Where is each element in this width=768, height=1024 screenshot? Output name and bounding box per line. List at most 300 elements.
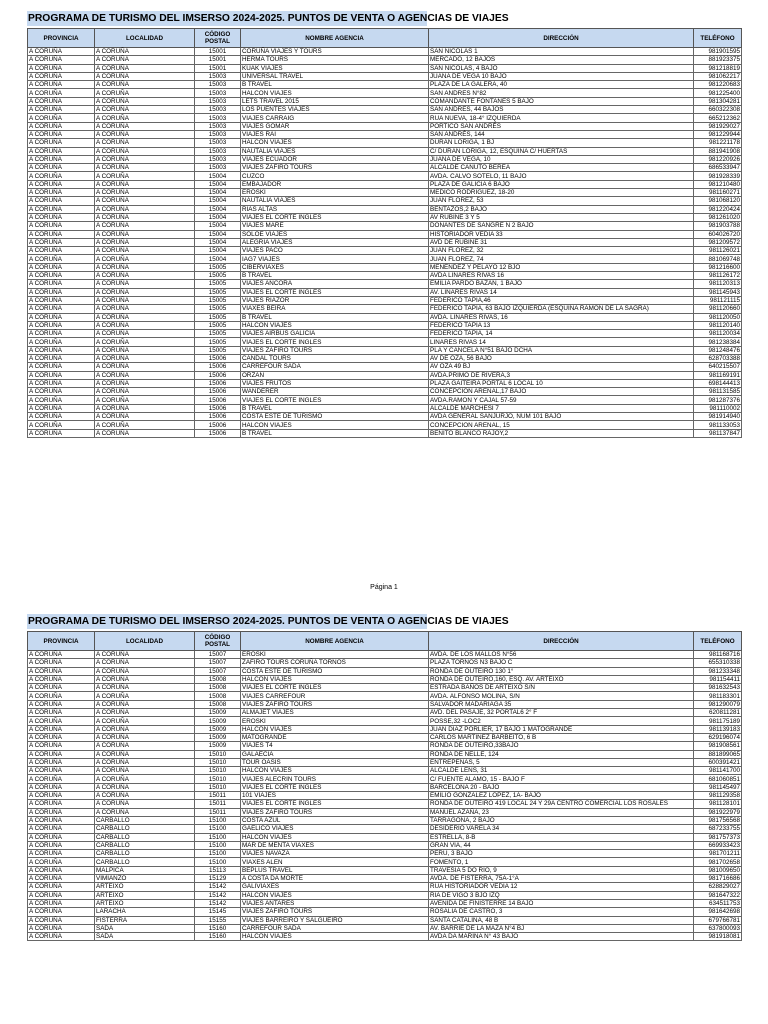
cell-nombre-agencia: ZAFIRO TOURS CORUÑA TORNOS: [241, 659, 429, 667]
cell-nombre-agencia: HALCON VIAJES: [241, 833, 429, 841]
table-row: [28, 354, 742, 362]
cell-provincia: A CORUÑA: [28, 396, 95, 404]
cell-telefono: 981220424: [694, 205, 742, 213]
cell-telefono: 981133053: [694, 421, 742, 429]
table-row: [28, 255, 742, 263]
cell-direccion: JUAN DIAZ PORLIER, 17 BAJO 1 MATOGRANDE: [429, 725, 694, 733]
table-row: [28, 692, 742, 700]
cell-provincia: A CORUÑA: [28, 700, 95, 708]
cell-nombre-agencia: SOLOE VIAJES: [241, 230, 429, 238]
cell-direccion: MEDICO RODRIGUEZ, 18-20: [429, 189, 694, 197]
header-localidad: LOCALIDAD: [95, 29, 195, 48]
cell-localidad: SADA: [95, 933, 195, 941]
cell-nombre-agencia: VIAJES EL CORTE INGLES: [241, 288, 429, 296]
cell-direccion: SAN ANDRES, 44 BAJOS: [429, 106, 694, 114]
cell-codigo-postal: 15003: [195, 114, 241, 122]
cell-localidad: A CORUÑA: [95, 651, 195, 659]
cell-telefono: 981062217: [694, 72, 742, 80]
cell-direccion: ALCALDE LENS, 31: [429, 767, 694, 775]
cell-provincia: A CORUÑA: [28, 189, 95, 197]
cell-direccion: EMILIO GONZALEZ LOPEZ, 1A- BAJO: [429, 792, 694, 800]
cell-nombre-agencia: 101 VIAJES: [241, 792, 429, 800]
cell-provincia: A CORUÑA: [28, 97, 95, 105]
cell-codigo-postal: 15100: [195, 825, 241, 833]
cell-provincia: A CORUÑA: [28, 222, 95, 230]
cell-localidad: A CORUÑA: [95, 330, 195, 338]
cell-codigo-postal: 15009: [195, 709, 241, 717]
cell-codigo-postal: 15005: [195, 330, 241, 338]
cell-provincia: A CORUÑA: [28, 684, 95, 692]
page-title: PROGRAMA DE TURISMO DEL IMSERSO 2024-2025. PUNTOS DE VENTA O AGENCIAS DE VIAJES: [28, 13, 509, 24]
cell-direccion: LINARES RIVAS 14: [429, 338, 694, 346]
cell-provincia: A CORUÑA: [28, 247, 95, 255]
cell-codigo-postal: 15004: [195, 197, 241, 205]
cell-codigo-postal: 15004: [195, 172, 241, 180]
cell-nombre-agencia: VIAJES EL CORTE INGLES: [241, 783, 429, 791]
cell-provincia: A CORUÑA: [28, 825, 95, 833]
header-nombre-agencia: NOMBRE AGENCIA: [241, 29, 429, 48]
cell-nombre-agencia: GALAECIA: [241, 750, 429, 758]
cell-provincia: A CORUÑA: [28, 48, 95, 56]
cell-localidad: A CORUÑA: [95, 255, 195, 263]
cell-direccion: RONDA DE OUTEIRO 419 LOCAL 24 Y 29A CENTRO COMERCIAL LOS ROSALES: [429, 800, 694, 808]
page-number: Página 1: [370, 584, 398, 591]
cell-codigo-postal: 15004: [195, 189, 241, 197]
cell-telefono: 981221178: [694, 139, 742, 147]
cell-provincia: A CORUÑA: [28, 147, 95, 155]
cell-provincia: A CORUÑA: [28, 841, 95, 849]
cell-localidad: A CORUÑA: [95, 296, 195, 304]
cell-direccion: CONCEPCION ARENAL, 15: [429, 421, 694, 429]
cell-provincia: A CORUÑA: [28, 866, 95, 874]
table-row: [28, 72, 742, 80]
cell-localidad: A CORUÑA: [95, 197, 195, 205]
table-row: [28, 263, 742, 271]
cell-localidad: A CORUÑA: [95, 692, 195, 700]
cell-codigo-postal: 15005: [195, 296, 241, 304]
table-row: [28, 330, 742, 338]
cell-localidad: A CORUÑA: [95, 89, 195, 97]
table-row: [28, 667, 742, 675]
cell-provincia: A CORUÑA: [28, 64, 95, 72]
cell-direccion: AVDA. ALFONSO MOLINA, S/N: [429, 692, 694, 700]
cell-direccion: RONDA DE OUTEIRO,160, ESQ. AV. ARTEIXO: [429, 675, 694, 683]
cell-telefono: 981160271: [694, 189, 742, 197]
cell-localidad: A CORUÑA: [95, 321, 195, 329]
cell-telefono: 981126021: [694, 247, 742, 255]
cell-nombre-agencia: VIAJES NAVAZA: [241, 850, 429, 858]
cell-provincia: A CORUÑA: [28, 800, 95, 808]
cell-codigo-postal: 15003: [195, 89, 241, 97]
cell-codigo-postal: 15005: [195, 313, 241, 321]
cell-localidad: ARTEIXO: [95, 883, 195, 891]
cell-codigo-postal: 15003: [195, 106, 241, 114]
table-row: [28, 858, 742, 866]
table-row: [28, 825, 742, 833]
cell-codigo-postal: 15009: [195, 717, 241, 725]
table-row: [28, 139, 742, 147]
cell-provincia: A CORUÑA: [28, 875, 95, 883]
cell-nombre-agencia: IAG7 VIAJES: [241, 255, 429, 263]
cell-nombre-agencia: ORZAN: [241, 371, 429, 379]
cell-direccion: CONCEPCION ARENAL,17 BAJO: [429, 388, 694, 396]
cell-direccion: AVDA. CALVO SOTELO, 11 BAJO: [429, 172, 694, 180]
table-row: [28, 429, 742, 437]
cell-telefono: 640215507: [694, 363, 742, 371]
cell-direccion: RONDA DE OUTEIRO,33BAJO: [429, 742, 694, 750]
cell-telefono: 981139183: [694, 725, 742, 733]
cell-localidad: A CORUÑA: [95, 750, 195, 758]
cell-provincia: A CORUÑA: [28, 56, 95, 64]
cell-codigo-postal: 15008: [195, 692, 241, 700]
cell-localidad: LARACHA: [95, 908, 195, 916]
table-row: [28, 413, 742, 421]
cell-direccion: AVDA.RAMON Y CAJAL 57-59: [429, 396, 694, 404]
cell-nombre-agencia: VIAJES ECUADOR: [241, 155, 429, 163]
cell-nombre-agencia: COSTA AZUL: [241, 816, 429, 824]
cell-provincia: A CORUÑA: [28, 891, 95, 899]
cell-codigo-postal: 15006: [195, 379, 241, 387]
table-row: [28, 388, 742, 396]
header-nombre-agencia: NOMBRE AGENCIA: [241, 632, 429, 651]
cell-provincia: A CORUÑA: [28, 130, 95, 138]
cell-telefono: 698144413: [694, 379, 742, 387]
cell-telefono: 981261020: [694, 213, 742, 221]
cell-nombre-agencia: CARREFOUR SADA: [241, 363, 429, 371]
cell-telefono: 669933423: [694, 841, 742, 849]
table-row: [28, 280, 742, 288]
cell-localidad: A CORUÑA: [95, 97, 195, 105]
cell-nombre-agencia: HALCON VIAJES: [241, 421, 429, 429]
cell-codigo-postal: 15011: [195, 792, 241, 800]
cell-telefono: 981120050: [694, 313, 742, 321]
cell-telefono: 981183301: [694, 692, 742, 700]
cell-nombre-agencia: VIAJES RAI: [241, 130, 429, 138]
cell-codigo-postal: 15005: [195, 338, 241, 346]
cell-direccion: ALCALDE MARCHESI 7: [429, 404, 694, 412]
cell-direccion: AVDA. LINARES RIVAS, 16: [429, 313, 694, 321]
cell-direccion: AVDA.PRIMO DE RIVERA,3: [429, 371, 694, 379]
table-row: [28, 97, 742, 105]
cell-localidad: A CORUÑA: [95, 733, 195, 741]
cell-localidad: A CORUÑA: [95, 230, 195, 238]
cell-telefono: 981914940: [694, 413, 742, 421]
cell-direccion: BENTAZOS,2 BAJO: [429, 205, 694, 213]
header-provincia: PROVINCIA: [28, 29, 95, 48]
cell-nombre-agencia: BEPLUS TRAVEL: [241, 866, 429, 874]
cell-provincia: A CORUÑA: [28, 313, 95, 321]
cell-telefono: 981168716: [694, 651, 742, 659]
cell-nombre-agencia: VIAJES EL CORTE INGLES: [241, 213, 429, 221]
cell-telefono: 981120313: [694, 280, 742, 288]
cell-codigo-postal: 15011: [195, 800, 241, 808]
cell-direccion: SALVADOR MADARIAGA 35: [429, 700, 694, 708]
cell-direccion: RONDA DE OUTEIRO 130 1°: [429, 667, 694, 675]
cell-provincia: A CORUÑA: [28, 742, 95, 750]
cell-codigo-postal: 15003: [195, 81, 241, 89]
cell-direccion: AVDA DA MARINA N° 43 BAJO: [429, 933, 694, 941]
cell-codigo-postal: 15006: [195, 354, 241, 362]
cell-codigo-postal: 15006: [195, 421, 241, 429]
cell-nombre-agencia: VIAJES RIAZOR: [241, 296, 429, 304]
cell-provincia: A CORUÑA: [28, 172, 95, 180]
cell-localidad: VIMIANZO: [95, 875, 195, 883]
cell-telefono: 981248476: [694, 346, 742, 354]
cell-localidad: A CORUÑA: [95, 388, 195, 396]
cell-codigo-postal: 15142: [195, 883, 241, 891]
cell-provincia: A CORUÑA: [28, 816, 95, 824]
cell-direccion: SAN ANDRÉS, 144: [429, 130, 694, 138]
table-row: [28, 230, 742, 238]
cell-nombre-agencia: VIAJES ZAFIRO TOURS: [241, 700, 429, 708]
table-row: [28, 775, 742, 783]
cell-telefono: 660322308: [694, 106, 742, 114]
table-row: [28, 122, 742, 130]
cell-codigo-postal: 15142: [195, 899, 241, 907]
cell-codigo-postal: 15100: [195, 850, 241, 858]
cell-codigo-postal: 15010: [195, 775, 241, 783]
cell-provincia: A CORUÑA: [28, 72, 95, 80]
cell-localidad: A CORUÑA: [95, 742, 195, 750]
cell-codigo-postal: 15003: [195, 139, 241, 147]
table-row: [28, 56, 742, 64]
cell-direccion: DONANTES DE SANGRE N 2 BAJO: [429, 222, 694, 230]
cell-localidad: CARBALLO: [95, 816, 195, 824]
cell-direccion: PORTICO SAN ANDRÉS: [429, 122, 694, 130]
cell-localidad: A CORUÑA: [95, 147, 195, 155]
table-row: [28, 792, 742, 800]
cell-telefono: 981210480: [694, 180, 742, 188]
cell-nombre-agencia: MATOGRANDE: [241, 733, 429, 741]
table-row: [28, 700, 742, 708]
cell-nombre-agencia: HALCON VIAJES: [241, 89, 429, 97]
cell-telefono: 628829027: [694, 883, 742, 891]
cell-telefono: 981632543: [694, 684, 742, 692]
cell-direccion: RUA NUEVA, 18-4° IZQUIERDA: [429, 114, 694, 122]
cell-codigo-postal: 15007: [195, 667, 241, 675]
cell-direccion: TARRAGONA, 2 BAJO: [429, 816, 694, 824]
cell-provincia: A CORUÑA: [28, 783, 95, 791]
cell-provincia: A CORUÑA: [28, 750, 95, 758]
cell-codigo-postal: 15004: [195, 238, 241, 246]
cell-nombre-agencia: HALCON VIAJES: [241, 891, 429, 899]
cell-nombre-agencia: VIAJES PACO: [241, 247, 429, 255]
cell-provincia: A CORUÑA: [28, 155, 95, 163]
cell-provincia: A CORUÑA: [28, 296, 95, 304]
cell-nombre-agencia: A COSTA DA MORTE: [241, 875, 429, 883]
cell-telefono: 981120660: [694, 305, 742, 313]
cell-provincia: A CORUÑA: [28, 808, 95, 816]
cell-nombre-agencia: VIAJES T4: [241, 742, 429, 750]
cell-nombre-agencia: VIAJES ZAFIRO TOURS: [241, 908, 429, 916]
cell-codigo-postal: 15004: [195, 180, 241, 188]
cell-localidad: A CORUÑA: [95, 808, 195, 816]
cell-nombre-agencia: VIAXES ALEN: [241, 858, 429, 866]
cell-nombre-agencia: LOS PUENTES VIAJES: [241, 106, 429, 114]
cell-localidad: A CORUÑA: [95, 130, 195, 138]
cell-localidad: SADA: [95, 924, 195, 932]
cell-codigo-postal: 15010: [195, 750, 241, 758]
cell-localidad: A CORUÑA: [95, 354, 195, 362]
cell-localidad: A CORUÑA: [95, 48, 195, 56]
header-codigo-postal: CÓDIGO POSTAL: [195, 632, 241, 651]
cell-telefono: 628703388: [694, 354, 742, 362]
cell-direccion: JUAN FLOREZ, 53: [429, 197, 694, 205]
cell-telefono: 981702658: [694, 858, 742, 866]
cell-telefono: 981929027: [694, 122, 742, 130]
cell-direccion: TRAVESIA 5 DO RIO, 9: [429, 866, 694, 874]
cell-provincia: A CORUÑA: [28, 114, 95, 122]
cell-codigo-postal: 15010: [195, 783, 241, 791]
cell-telefono: 981233348: [694, 667, 742, 675]
cell-provincia: A CORUÑA: [28, 651, 95, 659]
cell-nombre-agencia: LETS TRAVEL 2015: [241, 97, 429, 105]
cell-direccion: EMILIA PARDO BAZAN, 1 BAJO: [429, 280, 694, 288]
cell-direccion: AVD DE RUBINE 31: [429, 238, 694, 246]
cell-direccion: COMANDANTE FONTANES 5 BAJO: [429, 97, 694, 105]
cell-provincia: A CORUÑA: [28, 379, 95, 387]
cell-codigo-postal: 15001: [195, 56, 241, 64]
cell-codigo-postal: 15003: [195, 147, 241, 155]
cell-direccion: PLAZA DE GALICIA 6 BAJO: [429, 180, 694, 188]
cell-provincia: A CORUÑA: [28, 883, 95, 891]
cell-telefono: 981908561: [694, 742, 742, 750]
cell-localidad: A CORUÑA: [95, 709, 195, 717]
cell-codigo-postal: 15001: [195, 64, 241, 72]
cell-nombre-agencia: CANDAL TOURS: [241, 354, 429, 362]
cell-localidad: CARBALLO: [95, 850, 195, 858]
header-codigo-postal: CÓDIGO POSTAL: [195, 29, 241, 48]
cell-telefono: 981716686: [694, 875, 742, 883]
cell-codigo-postal: 15003: [195, 130, 241, 138]
cell-provincia: A CORUÑA: [28, 404, 95, 412]
cell-provincia: A CORUÑA: [28, 767, 95, 775]
table-row: [28, 850, 742, 858]
table-row: [28, 875, 742, 883]
cell-provincia: A CORUÑA: [28, 659, 95, 667]
cell-direccion: SANTA CATALINA, 48 B: [429, 916, 694, 924]
table-row: [28, 750, 742, 758]
table-row: [28, 213, 742, 221]
cell-provincia: A CORUÑA: [28, 371, 95, 379]
cell-direccion: SAN NICOLAS, 4 BAJO: [429, 64, 694, 72]
cell-provincia: A CORUÑA: [28, 725, 95, 733]
cell-nombre-agencia: VIAJES AIRBUS GALICIA: [241, 330, 429, 338]
table-row: [28, 106, 742, 114]
cell-nombre-agencia: B TRAVEL: [241, 404, 429, 412]
cell-codigo-postal: 15008: [195, 684, 241, 692]
cell-localidad: A CORUÑA: [95, 222, 195, 230]
cell-nombre-agencia: VIAJES ZAFIRO TOURS: [241, 346, 429, 354]
cell-codigo-postal: 15009: [195, 742, 241, 750]
cell-telefono: 981120034: [694, 330, 742, 338]
cell-nombre-agencia: ALEGRIA VIAJES: [241, 238, 429, 246]
cell-nombre-agencia: MAR DE MENTA VIAXES: [241, 841, 429, 849]
cell-telefono: 981220926: [694, 155, 742, 163]
cell-nombre-agencia: HALCON VIAJES: [241, 767, 429, 775]
cell-telefono: 981121115: [694, 296, 742, 304]
cell-codigo-postal: 15005: [195, 288, 241, 296]
cell-codigo-postal: 15008: [195, 675, 241, 683]
cell-direccion: SAN NICOLAS 1: [429, 48, 694, 56]
cell-direccion: PERU, 3 BAJO: [429, 850, 694, 858]
table-row: [28, 81, 742, 89]
cell-provincia: A CORUÑA: [28, 338, 95, 346]
cell-direccion: PLAZA TORNOS N3 BAJO C: [429, 659, 694, 667]
cell-telefono: 981701211: [694, 850, 742, 858]
table-row: [28, 404, 742, 412]
cell-codigo-postal: 15001: [195, 48, 241, 56]
cell-provincia: A CORUÑA: [28, 429, 95, 437]
page-title: PROGRAMA DE TURISMO DEL IMSERSO 2024-2025. PUNTOS DE VENTA O AGENCIAS DE VIAJES: [28, 616, 509, 627]
cell-localidad: A CORUÑA: [95, 700, 195, 708]
table-row: [28, 841, 742, 849]
cell-telefono: 981175189: [694, 717, 742, 725]
table-row: [28, 933, 742, 941]
cell-localidad: CARBALLO: [95, 858, 195, 866]
cell-codigo-postal: 15004: [195, 247, 241, 255]
cell-direccion: JUAN FLOREZ, 74: [429, 255, 694, 263]
cell-provincia: A CORUÑA: [28, 363, 95, 371]
cell-telefono: 629196074: [694, 733, 742, 741]
table-row: [28, 725, 742, 733]
cell-direccion: MENENDEZ Y PELAYO 12 BJO: [429, 263, 694, 271]
table-row: [28, 114, 742, 122]
cell-telefono: 981120140: [694, 321, 742, 329]
cell-localidad: A CORUÑA: [95, 404, 195, 412]
cell-provincia: A CORUÑA: [28, 106, 95, 114]
cell-telefono: 981209572: [694, 238, 742, 246]
cell-direccion: ESTRELLA, 8-B: [429, 833, 694, 841]
cell-direccion: BENITO BLANCO RAJOY,2: [429, 429, 694, 437]
cell-direccion: AV. BARRIE DE LA MAZA N°4 BJ: [429, 924, 694, 932]
cell-direccion: RIA DE VIGO 3 BJO IZQ: [429, 891, 694, 899]
cell-provincia: A CORUÑA: [28, 197, 95, 205]
cell-telefono: 686533947: [694, 164, 742, 172]
cell-localidad: A CORUÑA: [95, 189, 195, 197]
cell-telefono: 600391421: [694, 758, 742, 766]
cell-localidad: A CORUÑA: [95, 81, 195, 89]
cell-telefono: 981290079: [694, 700, 742, 708]
table-row: [28, 48, 742, 56]
cell-telefono: 981928339: [694, 172, 742, 180]
cell-direccion: AV. LINARES RIVAS 14: [429, 288, 694, 296]
cell-telefono: 981129358: [694, 792, 742, 800]
cell-provincia: A CORUÑA: [28, 272, 95, 280]
table-row: [28, 189, 742, 197]
cell-codigo-postal: 15009: [195, 725, 241, 733]
cell-telefono: 981757373: [694, 833, 742, 841]
table-row: [28, 371, 742, 379]
cell-localidad: A CORUÑA: [95, 396, 195, 404]
cell-codigo-postal: 15011: [195, 808, 241, 816]
cell-codigo-postal: 15004: [195, 222, 241, 230]
cell-direccion: C/ FUENTE ALAMO, 15 - BAJO F: [429, 775, 694, 783]
cell-codigo-postal: 15145: [195, 908, 241, 916]
cell-codigo-postal: 15006: [195, 363, 241, 371]
cell-direccion: AVDA LINARES RIVAS 16: [429, 272, 694, 280]
header-direccion: DIRECCIÓN: [429, 632, 694, 651]
cell-telefono: 981068120: [694, 197, 742, 205]
cell-provincia: A CORUÑA: [28, 81, 95, 89]
cell-nombre-agencia: VIAJES ANTARES: [241, 899, 429, 907]
header-localidad: LOCALIDAD: [95, 632, 195, 651]
cell-nombre-agencia: VIAJES EL CORTE INGLES: [241, 684, 429, 692]
cell-provincia: A CORUÑA: [28, 833, 95, 841]
cell-telefono: 981128101: [694, 800, 742, 808]
table-row: [28, 675, 742, 683]
cell-nombre-agencia: UNIVERSAL TRAVEL: [241, 72, 429, 80]
